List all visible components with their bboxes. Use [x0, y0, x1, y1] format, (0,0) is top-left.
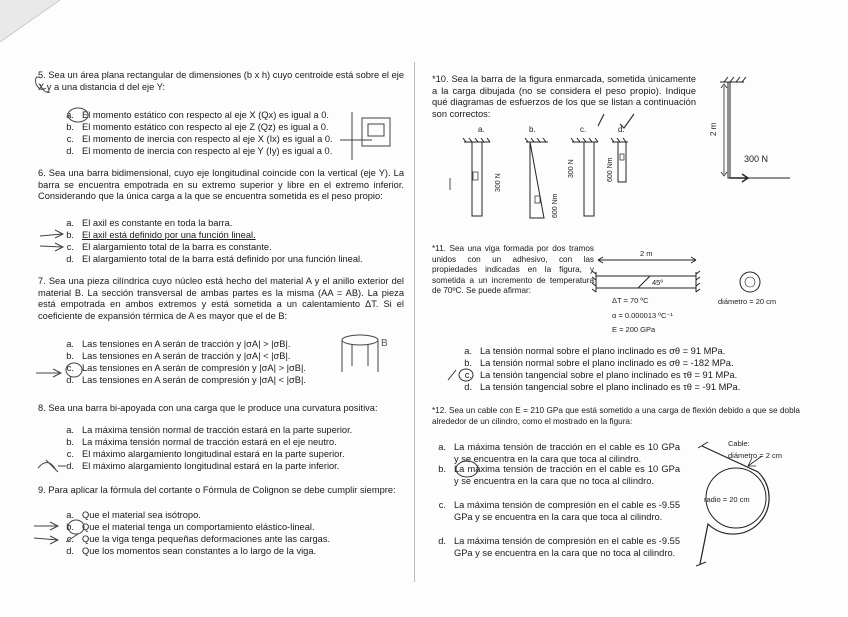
- diagram-c-label: c.: [580, 125, 587, 134]
- q11-diameter-label: diámetro = 20 cm: [718, 297, 777, 306]
- diagram-b-value: 600 Nm: [552, 193, 559, 218]
- question-7-option-b[interactable]: b. Las tensiones en A serán de tracción y |σA| < |σB|.: [66, 351, 291, 361]
- question-9-option-a[interactable]: a. Que el material sea isótropo.: [66, 510, 201, 520]
- question-5: [38, 70, 404, 156]
- question-12-option-d[interactable]: d. La máxima tensión de compresión en el cable es -9.55 GPa y se encuentra en la cara que no toca al cilindro.: [438, 536, 680, 558]
- question-7-option-a[interactable]: a. Las tensiones en A serán de tracción y |σA| > |σB|.: [66, 339, 291, 349]
- question-7: [38, 276, 404, 385]
- question-5-option-d[interactable]: d. El momento de inercia con respecto al eje Y (Iy) es igual a 0.: [66, 146, 333, 156]
- question-6-stem: 6. Sea una barra bidimensional, cuyo eje longitudinal coincide con la vertical (eje Y). La barra se encuentra empotrada en su extremo superior y libre en el extremo inferior. Considerando que la única carga a la que se encuentra sometida es el peso propio:: [38, 168, 404, 202]
- q12-radius-label: radio = 20 cm: [704, 495, 750, 504]
- diagram-a-label: a.: [478, 125, 485, 134]
- question-7-option-c[interactable]: c. Las tensiones en A serán de compresión y |σA| > |σB|.: [66, 363, 306, 373]
- question-11-figure: [592, 246, 802, 338]
- folded-corner: [0, 0, 60, 50]
- question-11-option-a[interactable]: a. La tensión normal sobre el plano inclinado es σθ = 91 MPa.: [464, 346, 726, 356]
- diagram-d-label: d.: [618, 125, 625, 134]
- question-8-option-b[interactable]: b. La máxima tensión normal de tracción estará en el eje neutro.: [66, 437, 337, 447]
- question-9-stem: 9. Para aplicar la fórmula del cortante o Fórmula de Colignon se debe cumplir siempre:: [38, 485, 396, 495]
- question-11: [432, 244, 594, 297]
- question-8: [38, 403, 404, 471]
- q11-alpha-label: α = 0.000013 ºC⁻¹: [612, 311, 673, 320]
- handwritten-note: B: [381, 338, 388, 349]
- question-8-stem: 8. Sea una barra bi-apoyada con una carga que le produce una curvatura positiva:: [38, 403, 378, 413]
- q12-cable-label: Cable:: [728, 439, 750, 448]
- q11-modulus-label: E = 200 GPa: [612, 325, 656, 334]
- question-12: [432, 406, 800, 427]
- question-9-option-c[interactable]: c. Que la viga tenga pequeñas deformaciones ante las cargas.: [66, 534, 331, 544]
- question-5-option-c[interactable]: c. El momento de inercia con respecto al eje X (Ix) es igual a 0.: [66, 134, 333, 144]
- question-6-option-c[interactable]: c. El alargamiento total de la barra es constante.: [66, 242, 272, 252]
- question-12-figure: [696, 436, 800, 576]
- question-6-option-d[interactable]: d. El alargamiento total de la barra está definido por una función lineal.: [66, 254, 363, 264]
- diagram-d-value: 600 Nm: [607, 157, 614, 182]
- q11-length-label: 2 m: [640, 249, 653, 258]
- question-11-option-c[interactable]: c. La tensión tangencial sobre el plano inclinado es τθ = 91 MPa.: [464, 370, 738, 380]
- question-6-option-a[interactable]: a. El axil es constante en toda la barra.: [66, 218, 233, 228]
- question-7-option-d[interactable]: d. Las tensiones en A serán de compresión y |σA| < |σB|.: [66, 375, 306, 385]
- question-7-stem: 7. Sea una pieza cilíndrica cuyo núcleo está hecho del material A y el anillo exterior del material B. La sección transversal de ambas partes es la misma (AA = AB). La pieza está empotrada en ambos extremos y está sometida a un calentamiento ΔT. Si el coeficiente de expansión térmica de A es mayor que el de B:: [38, 276, 404, 321]
- question-11-option-d[interactable]: d. La tensión tangencial sobre el plano inclinado es τθ = -91 MPa.: [464, 382, 741, 392]
- question-11-stem: *11. Sea una viga formada por dos tramos unidos con un adhesivo, con las propiedades indicadas en la figura, y sometida a un incremento de temperatura de 70ºC. Se puede afirmar:: [432, 244, 594, 296]
- question-12-option-c[interactable]: c. La máxima tensión de compresión en el cable es -9.55 GPa y se encuentra en la cara que toca al cilindro.: [438, 500, 680, 522]
- diagram-c-value: 300 N: [568, 159, 575, 178]
- question-6: [38, 168, 404, 264]
- q12-cable-diameter: diámetro = 2 cm: [728, 451, 782, 460]
- question-5-option-b[interactable]: b. El momento estático con respecto al eje Z (Qz) es igual a 0.: [66, 122, 329, 132]
- question-5-option-a[interactable]: a. El momento estático con respecto al eje X (Qx) es igual a 0.: [66, 110, 330, 120]
- question-10: [432, 74, 696, 120]
- diagram-a-value: 300 N: [495, 173, 502, 192]
- q11-angle-label: 45º: [652, 278, 664, 287]
- question-8-option-c[interactable]: c. El máximo alargamiento longitudinal estará en la parte superior.: [66, 449, 345, 459]
- question-11-option-b[interactable]: b. La tensión normal sobre el plano inclinado es σθ = -182 MPa.: [464, 358, 734, 368]
- q11-delta-t-label: ΔT = 70 ºC: [612, 296, 649, 305]
- question-5-stem: 5. Sea un área plana rectangular de dimensiones (b x h) cuyo centroide está sobre el eje X y a una distancia d del eje Y:: [38, 70, 404, 92]
- frame-load-label: 300 N: [744, 154, 769, 164]
- question-10-framed-figure: [700, 74, 796, 194]
- question-10-stem: *10. Sea la barra de la figura enmarcada, sometida únicamente a la carga dibujada (no se considera el peso propio). Indique qué diagramas de esfuerzos de los que se listan a continuación son correctos:: [432, 74, 696, 119]
- frame-length-label: 2 m: [709, 122, 718, 136]
- question-8-option-a[interactable]: a. La máxima tensión normal de tracción estará en la parte superior.: [66, 425, 353, 435]
- question-9: [38, 485, 404, 556]
- question-8-option-d[interactable]: d. El máximo alargamiento longitudinal estará en la parte inferior.: [66, 461, 340, 471]
- question-12-option-b[interactable]: b. La máxima tensión de tracción en el cable es 10 GPa y se encuentra en la cara que no toca al cilindro.: [438, 464, 680, 486]
- question-12-option-a[interactable]: a. La máxima tensión de tracción en el cable es 10 GPa y se encuentra en la cara que toca al cilindro.: [438, 442, 680, 464]
- question-12-stem: *12. Sea un cable con E = 210 GPa que está sometido a una carga de flexión debido a que se dobla alrededor de un cilindro, como el mostrado en la figura:: [432, 406, 800, 426]
- column-divider: [414, 62, 415, 582]
- question-10-diagrams: [440, 122, 630, 232]
- question-9-option-b[interactable]: b. Que el material tenga un comportamiento elástico-lineal.: [66, 522, 315, 532]
- question-9-option-d[interactable]: d. Que los momentos sean constantes a lo largo de la viga.: [66, 546, 317, 556]
- diagram-b-label: b.: [529, 125, 536, 134]
- question-6-option-b[interactable]: b. El axil está definido por una función lineal.: [66, 230, 256, 240]
